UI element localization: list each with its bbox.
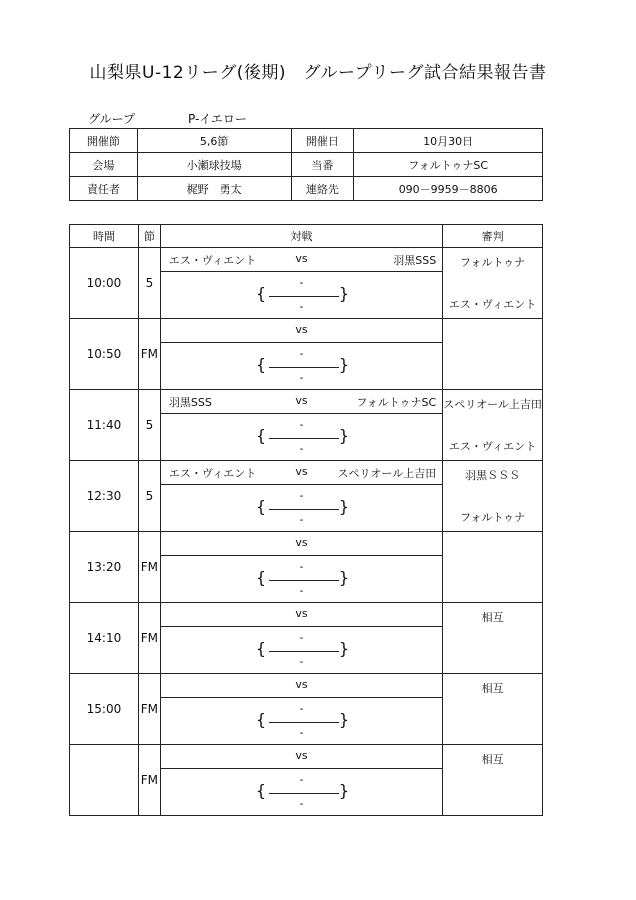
score-line xyxy=(269,509,339,510)
referee-cell xyxy=(443,532,543,603)
referee-top: 相互 xyxy=(481,682,504,695)
referee-top: フォルトゥナ xyxy=(460,256,526,269)
schedule-table xyxy=(69,224,543,816)
venue-value: 小瀬球技場 xyxy=(137,153,291,177)
duty-value: フォルトゥナSC xyxy=(354,153,543,177)
header-time: 時間 xyxy=(70,225,139,248)
brace-open: { xyxy=(255,639,267,658)
home-team: エス・ヴィエント xyxy=(168,467,257,480)
away-team: スペリオール上吉田 xyxy=(337,467,437,480)
section-value: 5,6節 xyxy=(137,129,291,153)
match-teams xyxy=(160,319,442,343)
referee-cell xyxy=(443,248,543,319)
table-row xyxy=(70,745,543,769)
match-teams xyxy=(160,248,442,272)
brace-open: { xyxy=(255,355,267,374)
score-dash-top: - xyxy=(299,276,304,289)
match-teams xyxy=(160,674,442,698)
brace-open: { xyxy=(255,497,267,516)
score-cell xyxy=(160,698,442,745)
brace-close: } xyxy=(338,568,350,587)
match-teams xyxy=(160,390,442,414)
match-time: 15:00 xyxy=(70,674,139,745)
brace-close: } xyxy=(338,710,350,729)
vs-label: vs xyxy=(295,678,308,691)
score-line xyxy=(269,793,339,794)
match-section: 5 xyxy=(138,390,160,461)
group-label: グループ xyxy=(88,112,136,126)
page-title: 山梨県U-12リーグ(後期) グループリーグ試合結果報告書 xyxy=(89,63,547,83)
table-row xyxy=(70,674,543,698)
score-cell xyxy=(160,556,442,603)
home-team: エス・ヴィエント xyxy=(168,254,257,267)
score-line xyxy=(269,722,339,723)
date-label: 開催日 xyxy=(291,129,354,153)
header-referee: 審判 xyxy=(443,225,543,248)
referee-top: スペリオール上吉田 xyxy=(443,398,542,411)
match-section: 5 xyxy=(138,461,160,532)
referee-cell xyxy=(443,603,543,674)
brace-close: } xyxy=(338,639,350,658)
info-table xyxy=(69,128,543,201)
match-time: 11:40 xyxy=(70,390,139,461)
vs-label: vs xyxy=(295,323,308,336)
referee-cell xyxy=(443,390,543,461)
group-value: P-イエロー xyxy=(188,112,247,126)
score-cell xyxy=(160,627,442,674)
brace-close: } xyxy=(338,355,350,374)
section-label: 開催節 xyxy=(70,129,138,153)
venue-label: 会場 xyxy=(70,153,138,177)
score-line xyxy=(269,367,339,368)
manager-value: 梶野 勇太 xyxy=(137,177,291,201)
brace-open: { xyxy=(255,284,267,303)
referee-cell xyxy=(443,674,543,745)
brace-close: } xyxy=(338,426,350,445)
brace-close: } xyxy=(338,284,350,303)
score-dash-top: - xyxy=(299,418,304,431)
manager-label: 責任者 xyxy=(70,177,138,201)
brace-open: { xyxy=(255,710,267,729)
match-teams xyxy=(160,532,442,556)
score-dash-bottom: - xyxy=(299,371,304,384)
match-time xyxy=(70,745,139,816)
referee-cell xyxy=(443,319,543,390)
referee-cell xyxy=(443,461,543,532)
referee-top: 相互 xyxy=(481,611,504,624)
referee-bottom: エス・ヴィエント xyxy=(448,440,537,453)
table-row xyxy=(70,319,543,343)
score-cell xyxy=(160,769,442,816)
referee-cell xyxy=(443,745,543,816)
referee-bottom: フォルトゥナ xyxy=(460,511,526,524)
match-section: FM xyxy=(138,319,160,390)
score-cell xyxy=(160,272,442,319)
header-match: 対戦 xyxy=(160,225,442,248)
vs-label: vs xyxy=(295,252,308,265)
score-dash-top: - xyxy=(299,702,304,715)
score-cell xyxy=(160,343,442,390)
score-line xyxy=(269,438,339,439)
score-dash-bottom: - xyxy=(299,442,304,455)
match-teams xyxy=(160,603,442,627)
contact-value: 090－9959－8806 xyxy=(354,177,543,201)
table-row xyxy=(70,461,543,485)
match-section: FM xyxy=(138,745,160,816)
brace-open: { xyxy=(255,426,267,445)
score-dash-bottom: - xyxy=(299,797,304,810)
match-time: 14:10 xyxy=(70,603,139,674)
table-row xyxy=(70,603,543,627)
table-row xyxy=(70,248,543,272)
score-dash-top: - xyxy=(299,773,304,786)
duty-label: 当番 xyxy=(291,153,354,177)
brace-open: { xyxy=(255,781,267,800)
match-time: 10:50 xyxy=(70,319,139,390)
score-dash-top: - xyxy=(299,560,304,573)
vs-label: vs xyxy=(295,749,308,762)
score-cell xyxy=(160,414,442,461)
vs-label: vs xyxy=(295,607,308,620)
vs-label: vs xyxy=(295,536,308,549)
vs-label: vs xyxy=(295,465,308,478)
brace-close: } xyxy=(338,781,350,800)
date-value: 10月30日 xyxy=(354,129,543,153)
match-section: FM xyxy=(138,603,160,674)
score-line xyxy=(269,651,339,652)
match-teams xyxy=(160,745,442,769)
referee-top: 相互 xyxy=(481,753,504,766)
referee-top: 羽黒ＳＳＳ xyxy=(465,469,521,482)
brace-open: { xyxy=(255,568,267,587)
score-dash-bottom: - xyxy=(299,300,304,313)
vs-label: vs xyxy=(295,394,308,407)
match-time: 13:20 xyxy=(70,532,139,603)
match-section: FM xyxy=(138,674,160,745)
score-dash-bottom: - xyxy=(299,655,304,668)
score-dash-bottom: - xyxy=(299,584,304,597)
score-line xyxy=(269,296,339,297)
score-dash-bottom: - xyxy=(299,513,304,526)
contact-label: 連絡先 xyxy=(291,177,354,201)
away-team: フォルトゥナSC xyxy=(356,396,437,409)
referee-bottom: エス・ヴィエント xyxy=(448,298,537,311)
match-section: 5 xyxy=(138,248,160,319)
table-row xyxy=(70,390,543,414)
header-section: 節 xyxy=(138,225,160,248)
score-dash-bottom: - xyxy=(299,726,304,739)
home-team: 羽黒SSS xyxy=(168,396,212,409)
score-line xyxy=(269,580,339,581)
match-time: 12:30 xyxy=(70,461,139,532)
score-dash-top: - xyxy=(299,631,304,644)
score-cell xyxy=(160,485,442,532)
table-row xyxy=(70,532,543,556)
brace-close: } xyxy=(338,497,350,516)
score-dash-top: - xyxy=(299,347,304,360)
match-section: FM xyxy=(138,532,160,603)
match-teams xyxy=(160,461,442,485)
match-time: 10:00 xyxy=(70,248,139,319)
away-team: 羽黒SSS xyxy=(393,254,437,267)
score-dash-top: - xyxy=(299,489,304,502)
